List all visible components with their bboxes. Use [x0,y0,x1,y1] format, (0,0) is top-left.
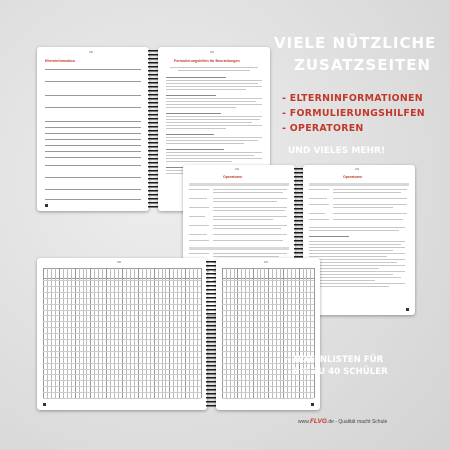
grade-grid [43,268,201,398]
page-number: 191 [210,51,214,54]
grade-list-note-line-2: BIS ZU 40 SCHÜLER [293,367,388,377]
grade-list-left-page [37,258,207,410]
bullet-parent-info: - ELTERNINFORMATIONEN [282,93,423,104]
grid-column-line [201,268,202,398]
headline-line-1: VIELE NÜTZLICHE [274,34,437,52]
page-number: 197 [264,261,268,264]
headline-line-2: ZUSATZSEITEN [294,56,432,74]
page-icon [43,403,46,406]
and-more-text: UND VIELES MEHR! [288,146,386,156]
page-number: 190 [89,51,93,54]
grade-list-right-page [216,258,320,410]
brand-logo: FLVG [309,418,327,425]
footer-brand [298,418,387,425]
bullet-operators: - OPERATOREN [282,123,364,134]
page-icon [311,403,314,406]
bullet-phrasing-help: - FORMULIERUNGSHILFEN [282,108,425,119]
footer-prefix: www. [298,419,310,425]
grade-list-note-line-1: - NOTENLISTEN FÜR [287,355,384,365]
parent-info-page [37,47,149,211]
page-title: Operatoren [223,175,243,179]
page-icon [406,308,409,311]
page-title: Formulierungshilfen für Beurteilungen [174,59,240,63]
page-title: Elterninformation [45,59,75,63]
page-title: Operatoren [343,175,363,179]
grade-grid [222,268,314,398]
footer-slogan: .de - Qualität macht Schule [326,419,388,425]
page-number: 193 [355,168,359,171]
page-number: 196 [117,261,121,264]
page-number: 192 [235,168,239,171]
grid-column-line [314,268,315,398]
page-icon [45,204,48,207]
